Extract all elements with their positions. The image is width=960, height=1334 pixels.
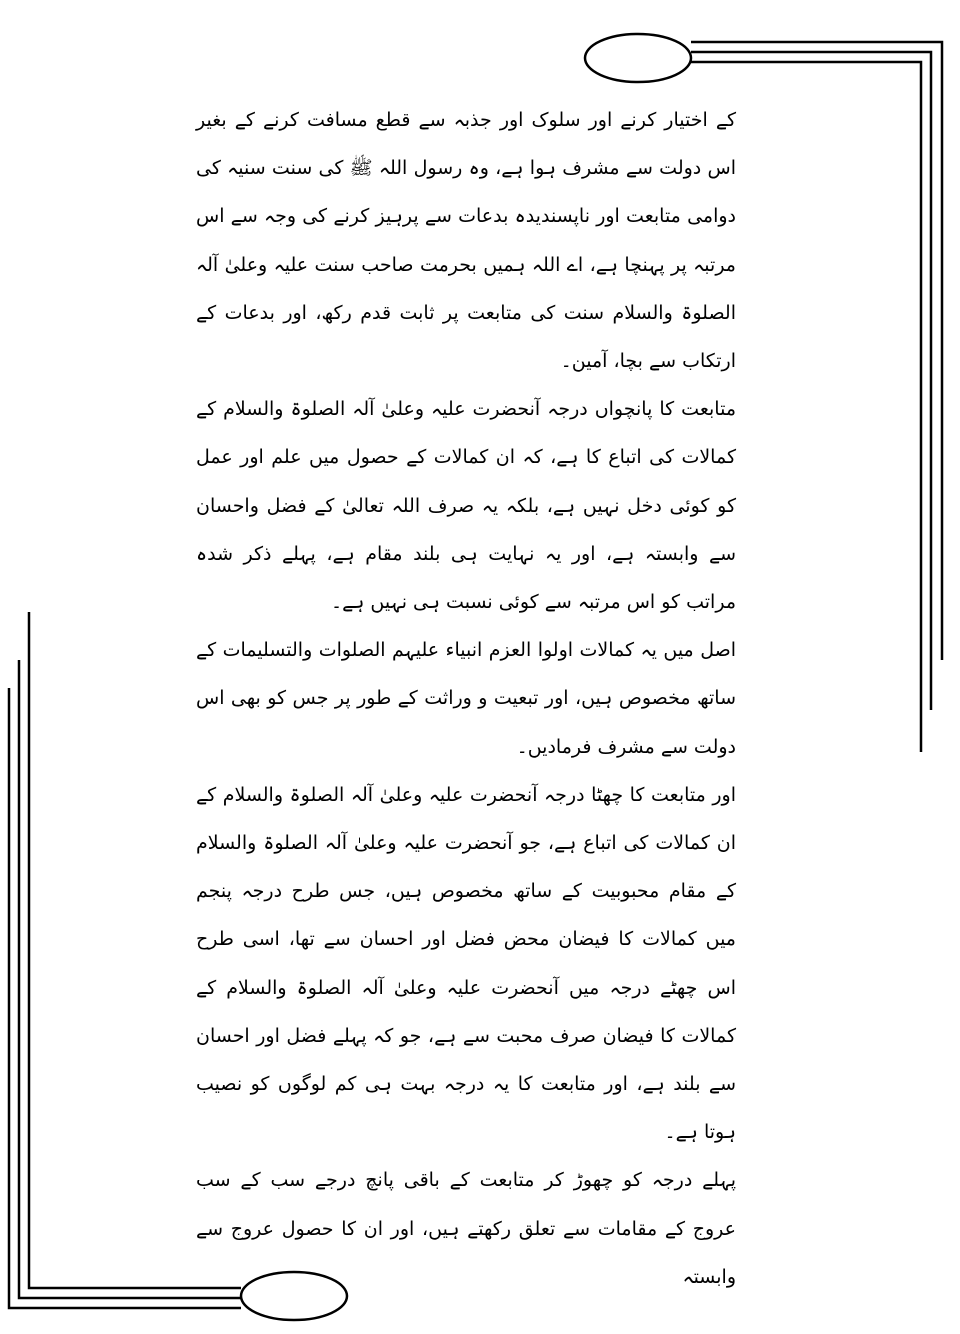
paragraph-5: پہلے درجہ کو چھوڑ کر متابعت کے باقی پانچ درجے سب کے سب عروج کے مقامات سے تعلق رکھتے ہیں، اور ان کا حصول عروج سے وابستہ: [196, 1169, 736, 1288]
paragraph-3: اصل میں یہ کمالات اولوا العزم انبیاء علیہم الصلوات والتسلیمات کے ساتھ مخصوص ہیں، اور تبعیت و وراثت کے طور پر جس کو بھی اس دولت سے مشرف فرمادیں۔: [196, 639, 736, 758]
paragraph-4: اور متابعت کا چھٹا درجہ آنحضرت علیہ وعلیٰ آلہ الصلوۃ والسلام کے ان کمالات کی اتباع ہے، جو آنحضرت علیہ وعلیٰ آلہ الصلوۃ والسلام کے مقام محبوبیت کے ساتھ مخصوص ہیں، جس طرح درجہ پنجم میں کمالات کا فیضان محض فضل اور احسان سے تھا، اسی طرح اس چھٹے درجہ میں آنحضرت علیہ وعلیٰ آلہ الصلوۃ والسلام کے کمالات کا فیضان صرف محبت سے ہے، جو کہ پہلے فضل اور احسان سے بلند ہے، اور متابعت کا یہ درجہ بہت ہی کم لوگوں کو نصیب ہوتا ہے۔: [196, 783, 736, 1144]
paragraph-1: کے اختیار کرنے اور سلوک اور جذبہ سے قطع مسافت کرنے کے بغیر اس دولت سے مشرف ہوا ہے، وہ رسول اللہ ﷺ کی سنت سنیہ کی دوامی متابعت اور ناپسندیدہ بدعات سے پرہیز کرنے کی وجہ سے اس مرتبہ پر پہنچا ہے، اے اللہ ہمیں بحرمت صاحب سنت علیہ وعلیٰ آلہ الصلوۃ والسلام سنت کی متابعت پر ثابت قدم رکھ، اور بدعات کے ارتکاب سے بچا، آمین۔: [196, 109, 736, 373]
top-oval-ornament: [585, 34, 691, 82]
page-text-body: [196, 96, 736, 1288]
paragraph-2: متابعت کا پانچواں درجہ آنحضرت علیہ وعلیٰ آلہ الصلوۃ والسلام کے کمالات کی اتباع کا ہے، کہ ان کمالات کے حصول میں علم اور عمل کو کوئی دخل نہیں ہے، بلکہ یہ صرف اللہ تعالیٰ کے فضل واحسان سے وابستہ ہے، اور یہ نہایت ہی بلند مقام ہے، پہلے ذکر شدہ مراتب کو اس مرتبہ سے کوئی نسبت ہی نہیں ہے۔: [196, 398, 736, 614]
